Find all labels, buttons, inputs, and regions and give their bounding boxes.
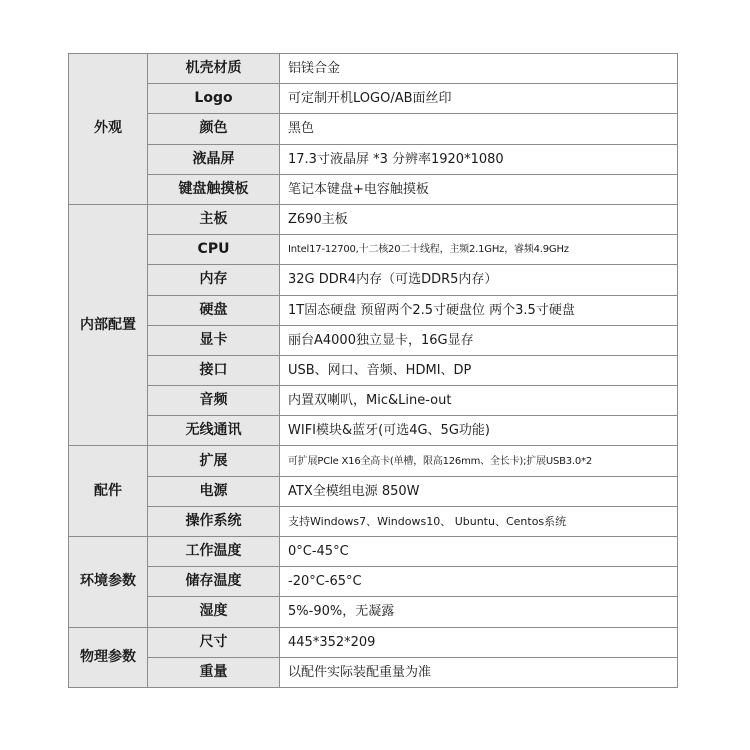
item-label: 音频 [148,386,280,416]
item-label: 机壳材质 [148,54,280,84]
table-row [69,144,678,174]
table-row [69,204,678,234]
category-cell: 环境参数 [69,537,148,628]
item-value: ATX全模组电源 850W [280,476,678,506]
item-label: 重量 [148,657,280,687]
table-row [69,114,678,144]
table-row [69,506,678,536]
item-label: 主板 [148,204,280,234]
item-label: Logo [148,84,280,114]
item-value: 丽台A4000独立显卡，16G显存 [280,325,678,355]
table-row [69,295,678,325]
item-value: 32G DDR4内存（可选DDR5内存） [280,265,678,295]
table-row [69,174,678,204]
item-value: 支持Windows7、Windows10、 Ubuntu、Centos系统 [280,506,678,536]
item-label: 硬盘 [148,295,280,325]
item-value: USB、网口、音频、HDMI、DP [280,355,678,385]
table-row [69,476,678,506]
category-cell: 内部配置 [69,204,148,446]
table-row [69,265,678,295]
category-cell: 外观 [69,54,148,205]
item-label: 液晶屏 [148,144,280,174]
item-label: 工作温度 [148,537,280,567]
item-label: 湿度 [148,597,280,627]
spec-table [68,53,678,688]
item-value: 可定制开机LOGO/AB面丝印 [280,84,678,114]
item-label: 扩展 [148,446,280,476]
item-value: 445*352*209 [280,627,678,657]
table-row [69,325,678,355]
item-label: 键盘触摸板 [148,174,280,204]
item-value: Z690主板 [280,204,678,234]
item-label: 储存温度 [148,567,280,597]
table-row [69,537,678,567]
table-row [69,386,678,416]
item-value: 以配件实际装配重量为准 [280,657,678,687]
table-row [69,416,678,446]
item-label: 显卡 [148,325,280,355]
item-value: Intel17-12700,十二核20二十线程，主频2.1GHz，睿频4.9GHz [280,235,678,265]
item-label: 颜色 [148,114,280,144]
item-value: 1T固态硬盘 预留两个2.5寸硬盘位 两个3.5寸硬盘 [280,295,678,325]
table-row [69,657,678,687]
item-value: 铝镁合金 [280,54,678,84]
item-label: 无线通讯 [148,416,280,446]
item-value: 17.3寸液晶屏 *3 分辨率1920*1080 [280,144,678,174]
item-value: 0°C-45°C [280,537,678,567]
item-label: CPU [148,235,280,265]
item-value: 5%-90%，无凝露 [280,597,678,627]
item-value: 黑色 [280,114,678,144]
table-row [69,84,678,114]
table-row [69,446,678,476]
table-row [69,627,678,657]
item-value: 笔记本键盘+电容触摸板 [280,174,678,204]
item-value: 可扩展PCle X16全高卡(单槽，限高126mm、全长卡);扩展USB3.0*2 [280,446,678,476]
item-label: 尺寸 [148,627,280,657]
table-row [69,54,678,84]
item-label: 接口 [148,355,280,385]
table-row [69,597,678,627]
item-label: 电源 [148,476,280,506]
table-row [69,235,678,265]
item-value: -20°C-65°C [280,567,678,597]
item-label: 内存 [148,265,280,295]
item-value: 内置双喇叭，Mic&Line-out [280,386,678,416]
table-row [69,355,678,385]
category-cell: 配件 [69,446,148,537]
item-value: WIFI模块&蓝牙(可选4G、5G功能) [280,416,678,446]
item-label: 操作系统 [148,506,280,536]
table-row [69,567,678,597]
category-cell: 物理参数 [69,627,148,687]
